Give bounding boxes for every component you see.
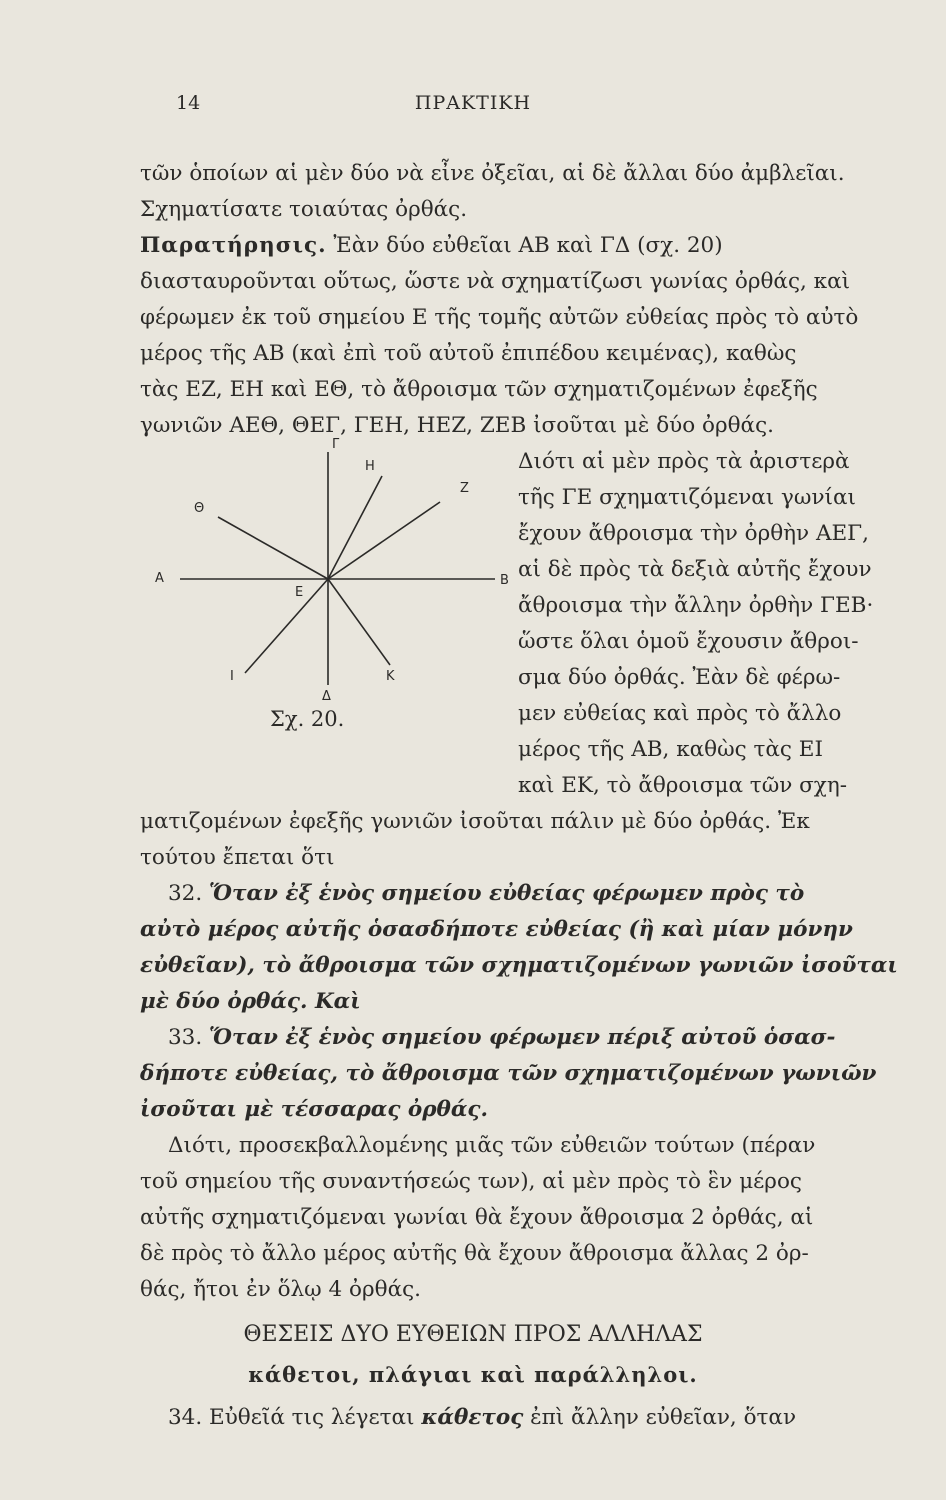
theorem-line: μὲ δύο ὀρθάς. Καὶ <box>140 989 361 1014</box>
text-line: δὲ πρὸς τὸ ἄλλο μέρος αὐτῆς θὰ ἔχουν ἄθροισμα ἄλλας 2 ὀρ- <box>140 1241 809 1266</box>
observation-line <box>140 232 723 260</box>
label-A: Α <box>155 571 164 586</box>
observation-text: Ἐὰν δύο εὐθεῖαι ΑΒ καὶ ΓΔ (σχ. 20) <box>326 233 723 258</box>
para33-text: Ὅταν ἐξ ἑνὸς σημείου φέρωμεν πέριξ αὐτοῦ ὁσασ- <box>209 1025 836 1050</box>
side-text-line: ἔχουν ἄθροισμα τὴν ὀρθὴν ΑΕΓ, <box>518 521 869 546</box>
text-line: τοῦ σημείου τῆς συναντήσεώς των), αἱ μὲν πρὸς τὸ ἓν μέρος <box>140 1169 802 1194</box>
label-K: Κ <box>386 669 395 684</box>
text-line: ματιζομένων ἐφεξῆς γωνιῶν ἰσοῦται πάλιν μὲ δύο ὀρθάς. Ἐκ <box>140 809 810 834</box>
side-text-line: καὶ ΕΚ, τὸ ἄθροισμα τῶν σχη- <box>518 773 847 798</box>
side-text-line: Διότι αἱ μὲν πρὸς τὰ ἀριστερὰ <box>518 449 850 474</box>
line-EH <box>328 476 382 579</box>
label-TH: Θ <box>194 501 205 516</box>
page-header <box>0 92 946 122</box>
label-B: Β <box>500 573 509 588</box>
label-I: Ι <box>230 669 234 684</box>
text-line: γωνιῶν ΑΕΘ, ΘΕΓ, ΓΕΗ, ΗΕΖ, ΖΕΒ ἰσοῦται μὲ δύο ὀρθάς. <box>140 413 774 438</box>
side-text-line: ὥστε ὅλαι ὁμοῦ ἔχουσιν ἄθροι- <box>518 629 859 654</box>
text-line: θάς, ἤτοι ἐν ὅλῳ 4 ὀρθάς. <box>140 1277 421 1302</box>
side-text-line: μέρος τῆς ΑΒ, καθὼς τὰς ΕΙ <box>518 737 823 762</box>
text-line: τῶν ὁποίων αἱ μὲν δύο νὰ εἶνε ὀξεῖαι, αἱ δὲ ἄλλαι δύο ἀμβλεῖαι. <box>140 161 845 186</box>
para33-number: 33. <box>168 1025 203 1050</box>
line-EI <box>245 579 328 673</box>
theorem-line: ἰσοῦται μὲ τέσσαρας ὀρθάς. <box>140 1097 489 1122</box>
text-line: φέρωμεν ἐκ τοῦ σημείου Ε τῆς τομῆς αὐτῶν εὐθείας πρὸς τὸ αὐτὸ <box>140 305 859 330</box>
para32-first-line <box>168 880 804 908</box>
label-D: Δ <box>322 689 331 704</box>
text-line: αὐτῆς σχηματιζόμεναι γωνίαι θὰ ἔχουν ἄθροισμα 2 ὀρθάς, αἱ <box>140 1205 814 1230</box>
running-title: ΠΡΑΚΤΙΚΗ <box>414 92 532 114</box>
para34-line <box>168 1404 796 1432</box>
text-line: τούτου ἔπεται ὅτι <box>140 845 335 870</box>
side-text-line: ἄθροισμα τὴν ἄλλην ὀρθὴν ΓΕΒ· <box>518 593 874 618</box>
line-EK <box>328 579 390 665</box>
text-line: Διότι, προσεκβαλλομένης μιᾶς τῶν εὐθειῶν τούτων (πέραν <box>168 1133 816 1158</box>
figure-caption: Σχ. 20. <box>270 707 345 731</box>
label-Z: Ζ <box>460 481 469 496</box>
side-text-line: τῆς ΓΕ σχηματιζόμεναι γωνίαι <box>518 485 856 510</box>
theorem-line: αὐτὸ μέρος αὐτῆς ὁσασδήποτε εὐθείας (ἢ καὶ μίαν μόνην <box>140 917 853 942</box>
observation-label: Παρατήρησις. <box>140 233 327 258</box>
label-G: Γ <box>332 437 340 452</box>
text-line: διασταυροῦνται οὕτως, ὥστε νὰ σχηματίζωσι γωνίας ὀρθάς, καὶ <box>140 269 851 294</box>
para34-pre: Εὐθεῖά τις λέγεται <box>202 1405 422 1430</box>
text-line: Σχηματίσατε τοιαύτας ὀρθάς. <box>140 197 468 222</box>
label-H: Η <box>365 459 375 474</box>
para34-term: κάθετος <box>421 1405 524 1430</box>
para34-number: 34. <box>168 1405 203 1430</box>
para33-first-line <box>168 1024 835 1052</box>
side-text-line: αἱ δὲ πρὸς τὰ δεξιὰ αὐτῆς ἔχουν <box>518 557 872 582</box>
theorem-line: δήποτε εὐθείας, τὸ ἄθροισμα τῶν σχηματιζομένων γωνιῶν <box>140 1061 877 1086</box>
para34-post: ἐπὶ ἄλλην εὐθεῖαν, ὅταν <box>523 1405 797 1430</box>
para32-text: Ὅταν ἐξ ἑνὸς σημείου εὐθείας φέρωμεν πρὸς τὸ <box>209 881 805 906</box>
text-line: μέρος τῆς ΑΒ (καὶ ἐπὶ τοῦ αὐτοῦ ἐπιπέδου κειμένας), καθὼς <box>140 341 797 366</box>
text-line: τὰς ΕΖ, ΕΗ καὶ ΕΘ, τὸ ἄθροισμα τῶν σχηματιζομένων ἐφεξῆς <box>140 377 818 402</box>
section-title: ΘΕΣΕΙΣ ΔΥΟ ΕΥΘΕΙΩΝ ΠΡΟΣ ΑΛΛΗΛΑΣ <box>243 1322 703 1347</box>
para32-number: 32. <box>168 881 203 906</box>
side-text-line: μεν εὐθείας καὶ πρὸς τὸ ἄλλο <box>518 701 842 726</box>
side-text-line: σμα δύο ὀρθάς. Ἐὰν δὲ φέρω- <box>518 665 841 690</box>
label-E: Ε <box>295 585 304 600</box>
theorem-line: εὐθεῖαν), τὸ ἄθροισμα τῶν σχηματιζομένων γωνιῶν ἰσοῦται <box>140 953 898 978</box>
page-number: 14 <box>176 92 201 114</box>
section-subtitle: κάθετοι, πλάγιαι καὶ παράλληλοι. <box>248 1362 698 1387</box>
line-EZ <box>328 502 440 579</box>
line-ETH <box>218 517 328 579</box>
